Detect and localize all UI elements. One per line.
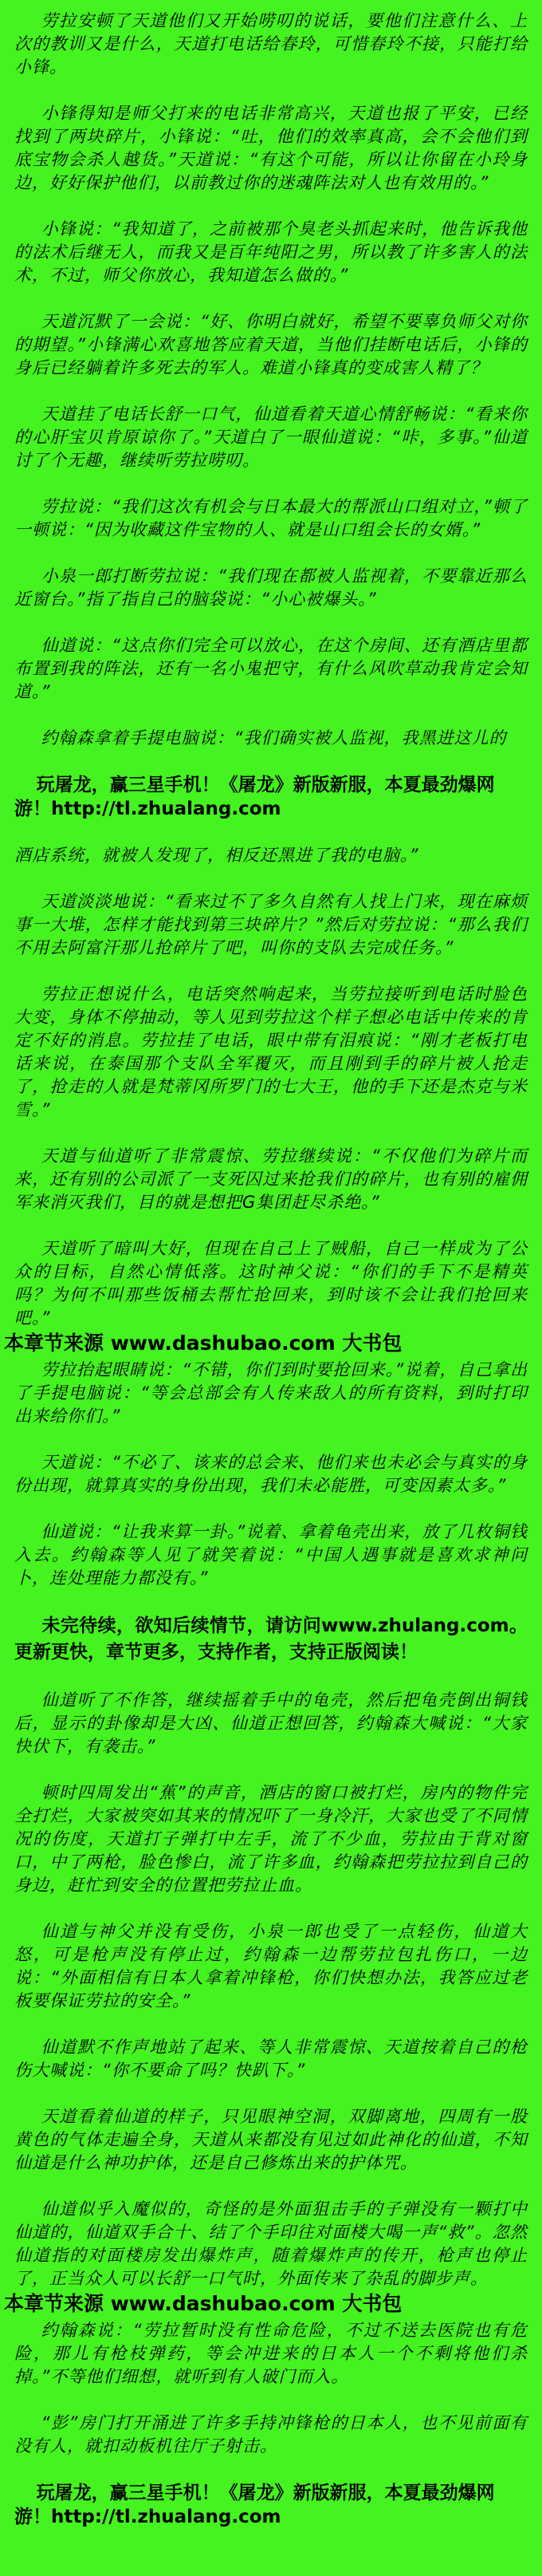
chapter-source-line: 本章节来源 www.dashubao.com 大书包 [4, 1331, 403, 1355]
story-paragraph-continued: 酒店系统，就被人发现了，相反还黑进了我的电脑。” [14, 846, 419, 865]
to-be-continued-notice[interactable]: 未完待续，欲知后续情节，请访问www.zhulang.com。更新更快，章节更多，支持作者，支持正版阅读！ [14, 1615, 528, 1663]
story-paragraph: 仙道说：“这点你们完全可以放心，在这个房间、还有酒店里都布置到我的阵法，还有一名小鬼把守，有什么风吹草动我肯定会知道。” [14, 636, 528, 701]
story-paragraph: 约翰森说：“劳拉暂时没有性命危险，不过不送去医院也有危险，那儿有枪枝弹药，等会冲进来的日本人一个不剩将他们杀掉。”不等他们细想，就听到有人破门而入。 [14, 2321, 528, 2386]
ad-line[interactable]: 玩屠龙，赢三星手机！《屠龙》新版新服，本夏最劲爆网游！http://tl.zhualang.com [14, 775, 495, 819]
story-paragraph: 劳拉安顿了天道他们又开始唠叨的说话，要他们注意什么、上次的教训又是什么，天道打电话给春玲，可惜春玲不接，只能打给小锋。 [14, 11, 528, 77]
story-paragraph: 劳拉说：“我们这次有机会与日本最大的帮派山口组对立，”顿了一顿说：“因为收藏这件宝物的人、就是山口组会长的女婿。” [14, 497, 528, 539]
story-paragraph: 仙道听了不作答，继续摇着手中的龟壳，然后把龟壳倒出铜钱后，显示的卦像却是大凶、仙道正想回答，约翰森大喊说：“大家快伏下，有袭击。” [14, 1690, 528, 1756]
story-paragraph: 天道淡淡地说：“看来过不了多久自然有人找上门来，现在麻烦事一大堆，怎样才能找到第三块碎片？”然后对劳拉说：“那么我们不用去阿富汗那儿抢碎片了吧，叫你的支队去完成任务。” [14, 892, 528, 957]
story-paragraph: 顿时四周发出“蕉”的声音，酒店的窗口被打烂，房内的物件完全打烂，大家被突如其来的情况吓了一身冷汗，大家也受了不同情况的伤度，天道打子弹打中左手，流了不少血，劳拉由于背对窗口，中了两枪，脸色惨白，流了许多血，约翰森把劳拉拉到自己的身边，赶忙到安全的位置把劳拉止血。 [14, 1783, 528, 1895]
story-paragraph: 仙道默不作声地站了起来、等人非常震惊、天道按着自己的枪伤大喊说：“你不要命了吗？快趴下。” [14, 2038, 528, 2080]
story-paragraph: 小锋得知是师父打来的电话非常高兴，天道也报了平安，已经找到了两块碎片，小锋说：“吐，他们的效率真高，会不会他们到底宝物会杀人越货。”天道说：“有这个可能，所以让你留在小玲身边，好好保护他们，以前教过你的迷魂阵法对人也有效用的。” [14, 104, 528, 192]
story-paragraph: 天道说：“不必了、该来的总会来、他们来也未必会与真实的身份出现，就算真实的身份出现，我们未必能胜，可变因素太多。” [14, 1453, 528, 1495]
story-paragraph: 天道看着仙道的样子，只见眼神空洞，双脚离地，四周有一股黄色的气体走遍全身，天道从来都没有见过如此神化的仙道，不知仙道是什么神功护体，还是自己修炼出来的护体咒。 [14, 2107, 528, 2172]
chapter-source-line: 本章节来源 www.dashubao.com 大书包 [4, 2292, 403, 2315]
story-paragraph: 仙道说：“让我来算一卦。”说着、拿着龟壳出来，放了几枚铜钱入去。约翰森等人见了就笑着说：“中国人遇事就是喜欢求神问卜，连处理能力都没有。” [14, 1522, 528, 1588]
story-paragraph: “彭”房门打开涌进了许多手持冲锋枪的日本人，也不见前面有没有人，就扣动板机往厅子射击。 [14, 2413, 528, 2456]
story-paragraph: 天道听了暗叫大好，但现在自己上了贼船，自己一样成为了公众的目标，自然心情低落。这时神父说：“你们的手下不是精英吗？为何不叫那些饭桶去帮忙抢回来，到时该不会让我们抢回来吧。” [14, 1239, 528, 1327]
story-paragraph: 约翰森拿着手提电脑说：“我们确实被人监视，我黑进这儿的 [41, 728, 507, 748]
story-paragraph: 天道挂了电话长舒一口气，仙道看着天道心情舒畅说：“看来你的心肝宝贝肯原谅你了。”天道白了一眼仙道说：“咔，多事。”仙道讨了个无趣，继续听劳拉唠叨。 [14, 404, 528, 470]
story-paragraph: 天道沉默了一会说：“好、你明白就好，希望不要辜负师父对你的期望。”小锋满心欢喜地答应着天道，当他们挂断电话后，小锋的身后已经躺着许多死去的军人。难道小锋真的变成害人精了？ [14, 312, 528, 377]
story-paragraph: 小锋说：“我知道了，之前被那个臭老头抓起来时，他告诉我他的法术后继无人，而我又是百年纯阳之男，所以教了许多害人的法术，不过，师父你放心，我知道怎么做的。” [14, 219, 528, 285]
ad-line[interactable]: 玩屠龙，赢三星手机！《屠龙》新版新服，本夏最劲爆网游！http://tl.zhualang.com [14, 2483, 495, 2527]
story-paragraph: 劳拉正想说什么，电话突然响起来，当劳拉接听到电话时脸色大变，身体不停抽动，等人见到劳拉这个样子想必电话中传来的肯定不好的消息。劳拉挂了电话，眼中带有泪痕说：“刚才老板打电话来说，在泰国那个支队全军覆灭，而且刚到手的碎片被人抢走了，抢走的人就是梵蒂冈所罗门的七大王，他的手下还是杰克与米雪。” [14, 984, 528, 1119]
novel-content [4, 10, 528, 2529]
story-paragraph: 天道与仙道听了非常震惊、劳拉继续说：“不仅他们为碎片而来，还有别的公司派了一支死囚过来抢我们的碎片，也有别的雇佣军来消灭我们，目的就是想把G集团赶尽杀绝。” [14, 1146, 528, 1212]
story-paragraph: 仙道似乎入魔似的，奇怪的是外面狙击手的子弹没有一颗打中仙道的，仙道双手合十、结了个手印往对面楼大喝一声“救”。忽然仙道指的对面楼房发出爆炸声，随着爆炸声的传开，枪声也停止了，正当众人可以长舒一口气时，外面传来了杂乱的脚步声。 [14, 2199, 528, 2288]
story-paragraph: 仙道与神父并没有受伤，小泉一郎也受了一点轻伤，仙道大怒，可是枪声没有停止过，约翰森一边帮劳拉包扎伤口，一边说：“外面相信有日本人拿着冲锋枪，你们快想办法，我答应过老板要保证劳拉的安全。” [14, 1922, 528, 2010]
story-paragraph: 小泉一郎打断劳拉说：“我们现在都被人监视着，不要靠近那么近窗台。”指了指自己的脑袋说：“小心被爆头。” [14, 566, 528, 609]
story-paragraph: 劳拉抬起眼睛说：“不错，你们到时要抢回来。”说着，自己拿出了手提电脑说：“等会总部会有人传来敌人的所有资料，到时打印出来给你们。” [14, 1360, 528, 1426]
